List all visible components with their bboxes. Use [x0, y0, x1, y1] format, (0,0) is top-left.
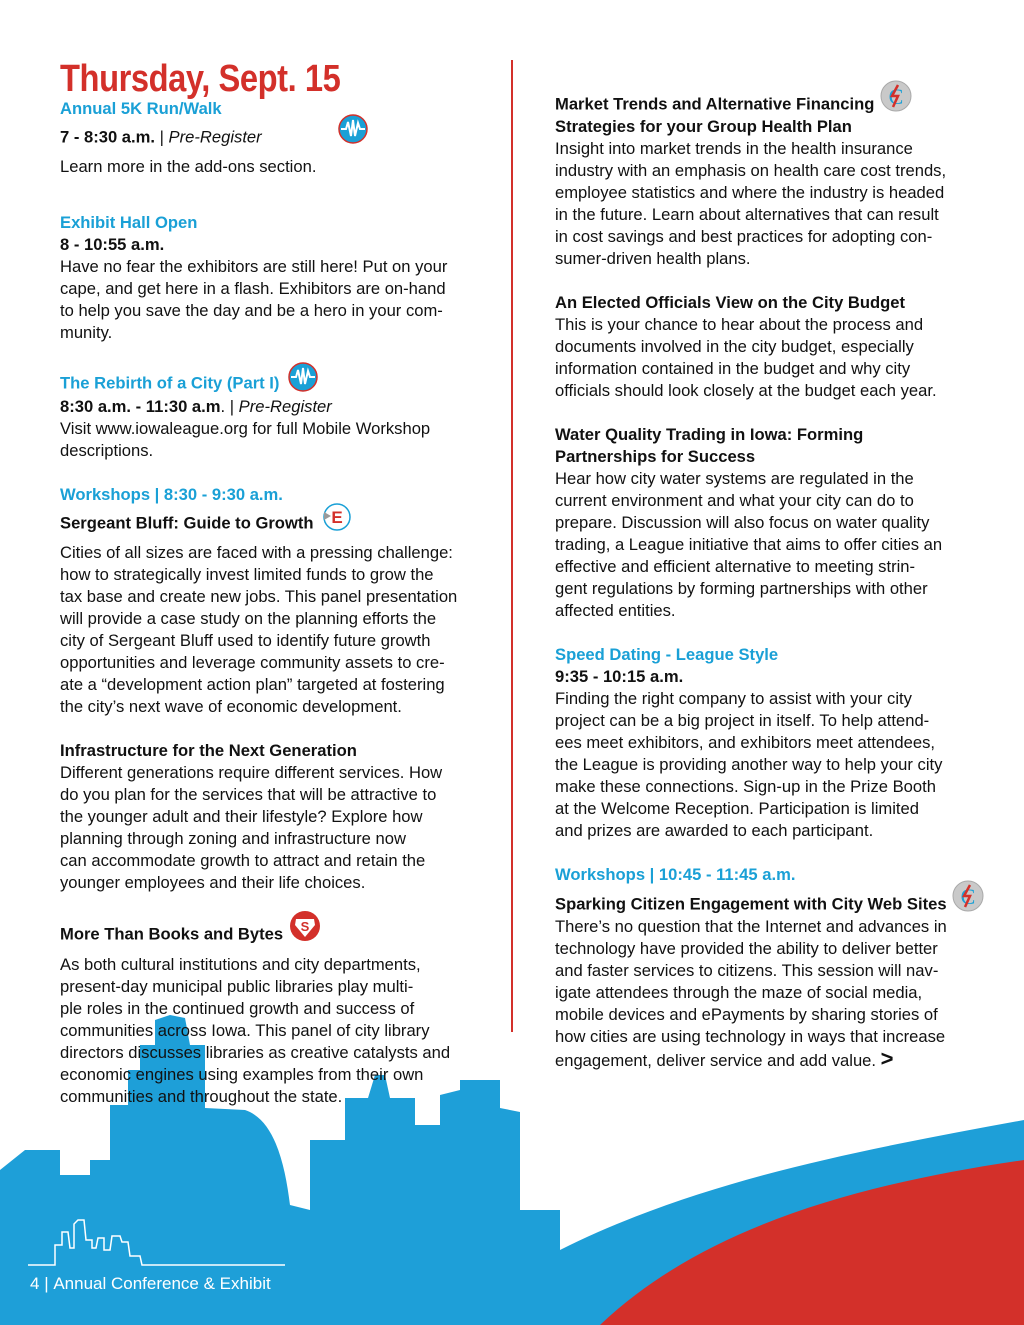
session-desc-line: igate attendees through the maze of social media, [555, 983, 923, 1002]
session-workshops-1045 [555, 864, 976, 1072]
session-desc-line: Different generations require different services. How [60, 763, 443, 782]
session-subtitle: Water Quality Trading in Iowa: Forming [555, 425, 864, 444]
session-subtitle: Sergeant Bluff: Guide to Growth [60, 513, 314, 533]
svg-text:C: C [888, 84, 904, 109]
session-desc-line: cape, and get here in a flash. Exhibitors are on-hand [60, 279, 446, 298]
page-title: Thursday, Sept. 15 [60, 58, 341, 100]
session-water-quality [555, 424, 970, 622]
session-desc-line: the city’s next wave of economic development. [60, 697, 402, 716]
left-column [60, 98, 480, 1130]
session-desc-line: gent regulations by forming partnerships with other [555, 579, 928, 598]
session-time: 9:35 - 10:15 a.m. [555, 667, 684, 686]
session-subtitle: Strategies for your Group Health Plan [555, 117, 852, 136]
session-subtitle: Infrastructure for the Next Generation [60, 741, 357, 760]
session-desc-line: in the future. Learn about alternatives that can result [555, 205, 939, 224]
session-desc-line: younger employees and their life choices. [60, 873, 366, 892]
session-heading: Exhibit Hall Open [60, 213, 198, 232]
session-infrastructure [60, 740, 480, 894]
session-rebirth-city [60, 366, 480, 462]
session-desc-line: project can be a big project in itself. To help attend- [555, 711, 930, 730]
session-desc-line: affected entities. [555, 601, 676, 620]
session-desc-line: opportunities and leverage community assets to cre- [60, 653, 445, 672]
page-number: 4 [30, 1274, 40, 1293]
session-desc-line: ple roles in the continued growth and success of [60, 999, 415, 1018]
session-heading: Speed Dating - League Style [555, 645, 779, 664]
session-heading: Workshops | 10:45 - 11:45 a.m. [555, 865, 796, 884]
session-desc-line: mobile devices and ePayments by sharing stories of [555, 1005, 938, 1024]
session-desc-line: Have no fear the exhibitors are still here! Put on your [60, 257, 448, 276]
separator: | [155, 127, 169, 147]
column-divider [511, 60, 513, 1032]
session-market-trends [555, 86, 970, 270]
session-heading: Workshops | 8:30 - 9:30 a.m. [60, 485, 283, 504]
session-subtitle: An Elected Officials View on the City Budget [555, 293, 906, 312]
session-desc-line: and faster services to citizens. This session will nav- [555, 961, 939, 980]
session-desc-line: sumer-driven health plans. [555, 249, 751, 268]
page-footer [30, 1274, 271, 1294]
session-subtitle: Market Trends and Alternative Financing [555, 94, 875, 114]
session-heading: The Rebirth of a City (Part I) [60, 373, 280, 393]
city-services-icon [288, 910, 322, 948]
session-desc-line: tax base and create new jobs. This panel presentation [60, 587, 458, 606]
session-desc-line: current environment and what your city can do to [555, 491, 914, 510]
session-desc-line: Visit www.iowaleague.org for full Mobile Workshop [60, 419, 431, 438]
session-desc-line: the younger adult and their lifestyle? Explore how [60, 807, 423, 826]
session-subtitle: More Than Books and Bytes [60, 924, 284, 944]
session-time: 8:30 a.m. - 11:30 a.m [60, 397, 221, 416]
svg-text:C: C [960, 884, 976, 909]
session-desc-line: communities across Iowa. This panel of city library [60, 1021, 430, 1040]
session-desc-line: to help you save the day and be a hero in your com- [60, 301, 443, 320]
technology-icon [951, 880, 985, 918]
session-5k-run [60, 98, 480, 178]
session-desc-line: munity. [60, 323, 113, 342]
session-desc-line: do you plan for the services that will be attractive to [60, 785, 437, 804]
mobile-workshop-icon [336, 114, 370, 150]
session-desc-line: how to strategically invest limited funds to grow the [60, 565, 434, 584]
right-column [555, 84, 976, 1094]
session-desc-line: Insight into market trends in the health insurance [555, 139, 913, 158]
session-desc-line: economic engines using examples from their own [60, 1065, 424, 1084]
session-time: 7 - 8:30 a.m. [60, 127, 156, 147]
session-desc-line: present-day municipal public libraries play multi- [60, 977, 414, 996]
session-desc-line: in cost savings and best practices for adopting con- [555, 227, 933, 246]
session-city-budget [555, 292, 970, 402]
session-desc-line: communities and throughout the state. [60, 1087, 343, 1106]
session-desc-line: trading, a League initiative that aims to offer cities an [555, 535, 943, 554]
session-time: 8 - 10:55 a.m. [60, 235, 165, 254]
session-time-line [60, 396, 480, 418]
session-desc-line: will provide a case study on the planning efforts the [60, 609, 437, 628]
session-desc-line: the League is providing another way to help your city [555, 755, 943, 774]
session-desc-line: As both cultural institutions and city departments, [60, 955, 421, 974]
session-desc-line: There’s no question that the Internet and advances in [555, 917, 947, 936]
session-desc-line: city of Sergeant Bluff used to identify future growth [60, 631, 431, 650]
session-subtitle: Sparking Citizen Engagement with City Web Sites [555, 894, 947, 914]
session-desc-line: engagement, deliver service and add value. [555, 1051, 877, 1070]
svg-text:S: S [300, 919, 310, 934]
session-desc-line: how cities are using technology in ways that increase [555, 1027, 946, 1046]
session-books-bytes [60, 916, 480, 1108]
session-desc-line: Learn more in the add-ons section. [60, 157, 317, 176]
session-desc-line: directors discusses libraries as creative catalysts and [60, 1043, 451, 1062]
session-speed-dating [555, 644, 970, 842]
session-desc-line: planning through zoning and infrastructure now [60, 829, 406, 848]
mobile-workshop-icon [286, 362, 320, 398]
session-desc-line: make these connections. Sign-up in the Prize Booth [555, 777, 936, 796]
session-time-line [60, 120, 480, 156]
pre-register-note: Pre-Register [238, 397, 332, 416]
session-desc-line: and prizes are awarded to each participant. [555, 821, 874, 840]
session-desc-line: employee statistics and where the industry is headed [555, 183, 945, 202]
pre-register-note: Pre-Register [168, 127, 262, 147]
session-desc-line: information contained in the budget and why city [555, 359, 911, 378]
continue-arrow-icon: > [880, 1046, 894, 1071]
session-desc-line: This is your chance to hear about the process and [555, 315, 924, 334]
separator: . | [220, 397, 239, 416]
session-desc-line: effective and efficient alternative to meeting strin- [555, 557, 916, 576]
technology-icon [879, 80, 913, 118]
economic-development-icon [320, 502, 354, 538]
session-desc-line: prepare. Discussion will also focus on water quality [555, 513, 930, 532]
session-desc-line: documents involved in the city budget, especially [555, 337, 914, 356]
footer-separator: | [39, 1274, 54, 1293]
session-desc-line: can accommodate growth to attract and retain the [60, 851, 426, 870]
session-desc-line: officials should look closely at the budget each year. [555, 381, 937, 400]
session-exhibit-hall [60, 212, 480, 344]
session-subtitle: Partnerships for Success [555, 447, 756, 466]
session-desc-line: industry with an emphasis on health care cost trends, [555, 161, 947, 180]
session-desc-line: Hear how city water systems are regulated in the [555, 469, 914, 488]
session-desc-line: descriptions. [60, 441, 154, 460]
svg-text:E: E [331, 508, 343, 527]
session-desc-line: Cities of all sizes are faced with a pressing challenge: [60, 543, 453, 562]
session-desc-line: Finding the right company to assist with your city [555, 689, 912, 708]
footer-label: Annual Conference & Exhibit [53, 1274, 271, 1293]
session-heading: Annual 5K Run/Walk [60, 99, 222, 118]
session-desc-line: ees meet exhibitors, and exhibitors meet attendees, [555, 733, 936, 752]
session-desc-line: ate a “development action plan” targeted at fostering [60, 675, 445, 694]
session-desc-line: technology have provided the ability to deliver better [555, 939, 938, 958]
session-desc-line: at the Welcome Reception. Participation is limited [555, 799, 920, 818]
session-workshops-830 [60, 484, 480, 718]
